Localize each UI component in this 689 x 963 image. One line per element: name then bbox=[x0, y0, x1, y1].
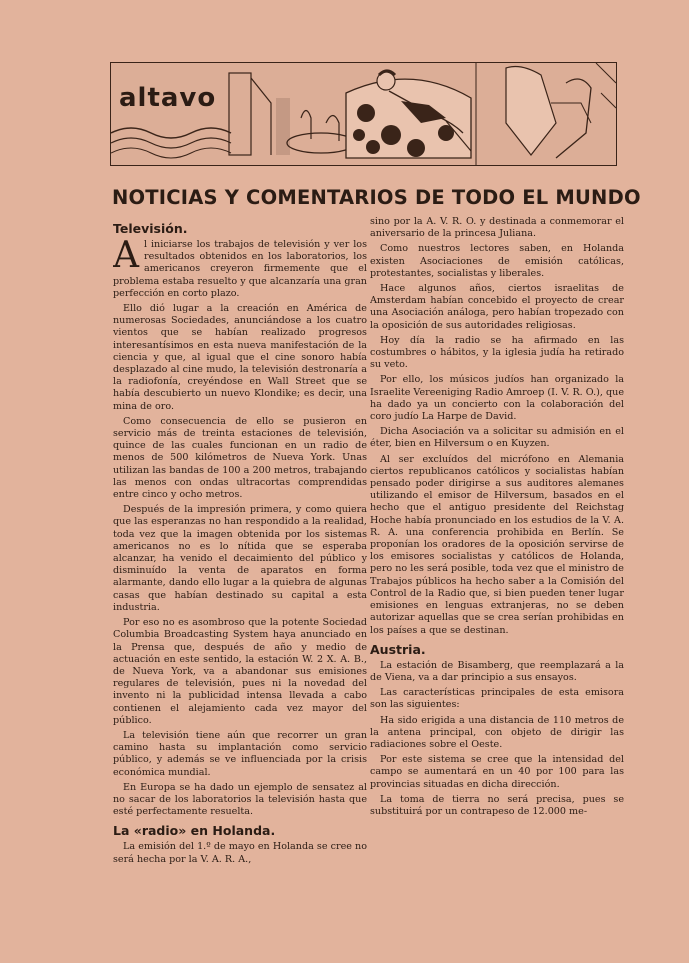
paragraph: Ello dió lugar a la creación en América de numerosas Sociedades, anunciándose a los cuatro vientos que se habían realizado progresos interesantísimos en esta nueva manifestación de la ciencia y que, al igual que el cine sonoro había desplazado al cine mudo, la televisión destronaría a la radiofonía, creyéndose en Wall Street que se había descubierto un nuevo Klondike; es decir, una mina de oro. bbox=[113, 303, 367, 412]
paragraph: La toma de tierra no será precisa, pues se substituirá por un contrapeso de 12.000 me- bbox=[370, 793, 624, 817]
section-heading-radio-holanda: La «radio» en Holanda. bbox=[113, 823, 276, 839]
paragraph: Como nuestros lectores saben, en Holanda existen Asociaciones de emisión católicas, protestantes, socialistas y liberales. bbox=[370, 243, 624, 279]
paragraph: sino por la A. V. R. O. y destinada a conmemorar el aniversario de la princesa Juliana. bbox=[370, 216, 624, 240]
paragraph: En Europa se ha dado un ejemplo de sensatez al no sacar de los laboratorios la televisión hasta que esté perfectamente resuelta. bbox=[113, 781, 367, 818]
paragraph: Ha sido erigida a una distancia de 110 metros de la antena principal, con objeto de dirigir las radiaciones sobre el Oeste. bbox=[370, 714, 624, 750]
left-column bbox=[113, 216, 367, 906]
brand-logo: altavo bbox=[119, 83, 217, 113]
art-deco-illustration bbox=[111, 63, 616, 165]
section-heading-austria: Austria. bbox=[370, 641, 426, 657]
paragraph bbox=[113, 235, 367, 300]
paragraph: Dicha Asociación va a solicitar su admisión en el éter, bien en Hilversum o en Kuyzen. bbox=[370, 426, 624, 450]
page-headline: NOTICIAS Y COMENTARIOS DE TODO EL MUNDO bbox=[112, 186, 641, 209]
paragraph-text: l iniciarse los trabajos de televisión y ver los resultados obtenidos en los laboratorios, los americanos creyeron firmemente que el problema estaba resuelto y que alcanzaría una gran perfección en corto plazo. bbox=[113, 239, 367, 299]
paragraph: Las características principales de esta emisora son las siguientes: bbox=[370, 687, 624, 711]
paragraph: Por ello, los músicos judíos han organizado la Israelite Vereeniging Radio Amroep (I. V. R. O.), que ha dado ya un concierto con la colaboración del coro judío La Harpe de David. bbox=[370, 374, 624, 423]
paragraph: La estación de Bisamberg, que reemplazará a la de Viena, va a dar principio a sus ensayos. bbox=[370, 659, 624, 683]
drop-cap: A bbox=[113, 235, 139, 276]
paragraph: Por este sistema se cree que la intensidad del campo se aumentará en un 40 por 100 para las provincias situadas en dicha dirección. bbox=[370, 754, 624, 790]
paragraph: Como consecuencia de ello se pusieron en servicio más de treinta estaciones de televisión, quince de las cuales funcionan en un radio de menos de 500 kilómetros de Nueva York. Unas utilizan las bandas de 100 a 200 metros, trabajando las menos con ondas ultracortas comprendidas entre cinco y ocho metros. bbox=[113, 415, 367, 501]
right-column bbox=[370, 216, 624, 906]
paragraph: Al ser excluídos del micrófono en Alemania ciertos republicanos católicos y socialistas habían pensado poder dirigirse a sus auditores alemanes utilizando el emisor de Hilversum, basados en el hecho que el antiguo presidente del Reichstag Hoche había pronunciado en los estudios de la V. A. R. A. una conferencia prohibida en Berlín. Se proponían los oradores de la oposición servirse de los emisores socialistas y católicos de Holanda, pero no les será posible, toda vez que el ministro de Trabajos públicos ha hecho saber a la Comisión del Control de la Radio que, si bien pueden tener lugar emisiones en lenguas extranjeras, no se deben autorizar aquellas que se crea serían prohibidas en los países a que se destinan. bbox=[370, 453, 624, 636]
paragraph: Por eso no es asombroso que la potente Sociedad Columbia Broadcasting System haya anunciado en la Prensa que, después de año y medio de actuación en este sentido, la estación W. 2 X. A. B., de Nueva York, va a abandonar sus emisiones regulares de televisión, pues ni la novedad del invento ni la publicidad intensa llevada a cabo contienen el alejamiento cada vez mayor del público. bbox=[113, 617, 367, 726]
section-heading-television: Televisión. bbox=[113, 221, 188, 236]
paragraph: Después de la impresión primera, y como quiera que las esperanzas no han respondido a la realidad, toda vez que la imagen obtenida por los sistemas americanos no es lo nítida que se esperaba alcanzar, ha venido el decaimiento del público y disminuído la venta de aparatos en forma alarmante, dando ello lugar a la quiebra de algunas casas que habían destinado su capital a esta industria. bbox=[113, 504, 367, 613]
paragraph: La televisión tiene aún que recorrer un gran camino hasta su implantación como servicio público, y además se ve influenciada por la crisis económica mundial. bbox=[113, 729, 367, 778]
paragraph: La emisión del 1.º de mayo en Holanda se cree no será hecha por la V. A. R. A., bbox=[113, 841, 367, 865]
header-illustration bbox=[110, 62, 617, 166]
paragraph: Hace algunos años, ciertos israelitas de Amsterdam habían concebido el proyecto de crear una Asociación análoga, pero habían tropezado con la oposición de sus autoridades religiosas. bbox=[370, 283, 624, 331]
paragraph: Hoy día la radio se ha afirmado en las costumbres o hábitos, y la iglesia judía ha retirado su veto. bbox=[370, 334, 624, 371]
